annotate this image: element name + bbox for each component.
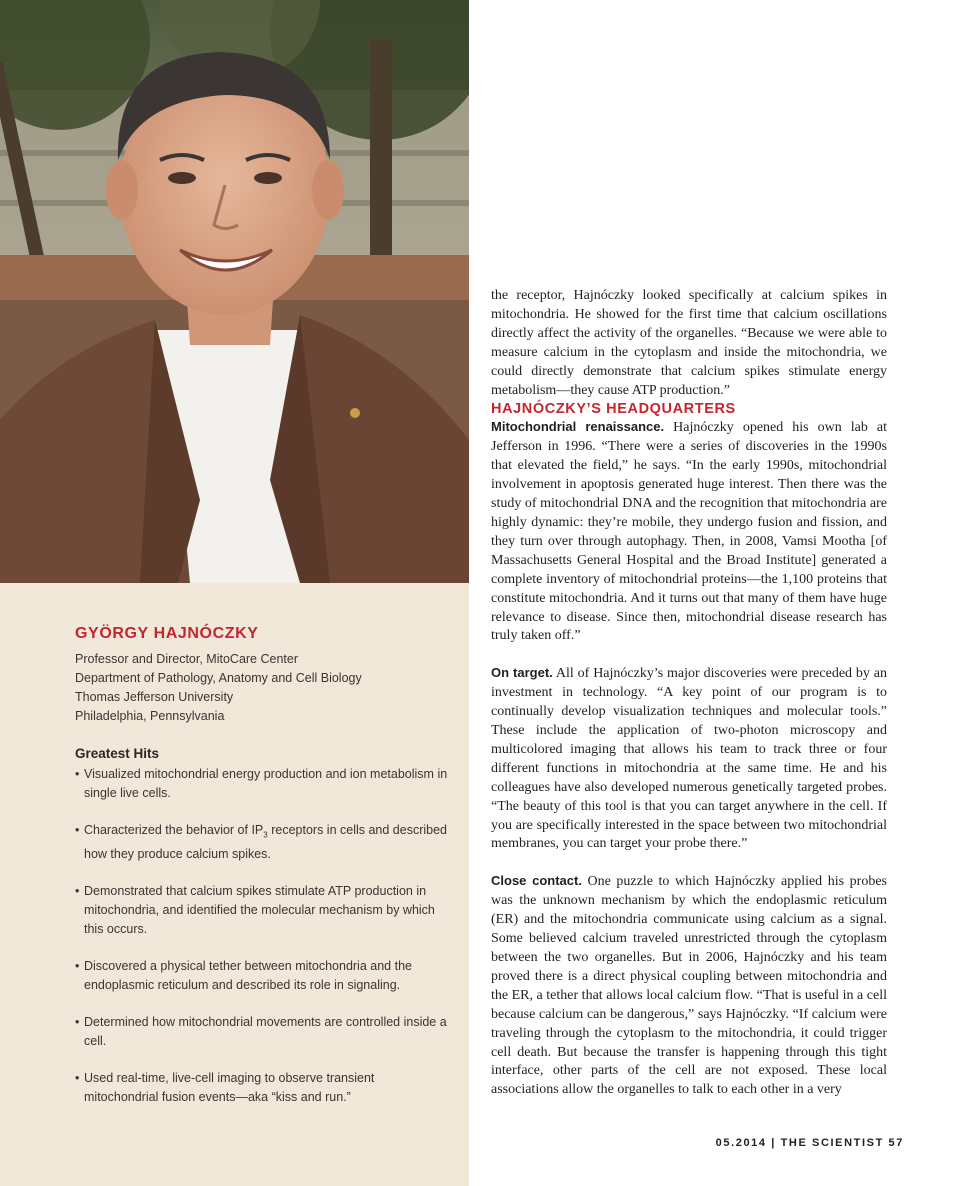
greatest-hits-heading: Greatest Hits — [75, 746, 160, 761]
profile-panel — [0, 0, 469, 1186]
greatest-hit-item: • Determined how mitochondrial movements are controlled inside a cell. — [75, 1013, 449, 1051]
greatest-hits-list — [75, 765, 455, 1107]
article-paragraph — [491, 872, 887, 1100]
paragraph-body: All of Hajnóczky’s major discoveries were preceded by an investment in technology. “A key point of our program is to continually develop visualization techniques and molecular tools.” These include the application of two-photon microscopy and multicolored imaging that allows his team to track three or four different functions in mitochondria at the same time. He and his colleagues have also developed numerous genetically targeted probes. “The beauty of this tool is that you can target anywhere in the cell. If you are specifically interested in the space between two mitochondrial membranes, you can target your probe there.” — [491, 666, 887, 852]
section-heading: HAJNÓCZKY’S HEADQUARTERS — [491, 401, 736, 418]
portrait-photo — [0, 0, 469, 583]
article-intro-paragraph: the receptor, Hajnóczky looked specifically at calcium spikes in mitochondria. He showed for the first time that calcium oscillations directly affect the activity of the organelles. “Because we were able to measure calcium in the cytoplasm and inside the mitochondria, we could directly demonstrate that calcium spikes stimulate energy metabolism—they cause ATP production.” — [491, 288, 887, 398]
article-column — [491, 287, 887, 1100]
greatest-hit-item — [75, 821, 449, 864]
ip3-subscript: 3 — [263, 830, 268, 840]
greatest-hit-item-text: Characterized the behavior of IP — [84, 823, 264, 837]
paragraph-lead: On target. — [491, 665, 553, 681]
greatest-hit-item: • Demonstrated that calcium spikes stimulate ATP production in mitochondria, and identified the molecular mechanism by which this occurs. — [75, 882, 449, 939]
page-folio: 05.2014 | THE SCIENTIST 57 — [715, 1137, 904, 1149]
profile-card — [75, 624, 455, 1125]
greatest-hit-item-text: receptors in cells and described how they produce calcium spikes. — [84, 823, 447, 861]
greatest-hit-item: • Visualized mitochondrial energy production and ion metabolism in single live cells. — [75, 765, 449, 803]
profile-university: Thomas Jefferson University — [75, 690, 234, 704]
profile-department: Department of Pathology, Anatomy and Cell Biology — [75, 671, 362, 685]
greatest-hit-item: • Discovered a physical tether between mitochondria and the endoplasmic reticulum and described its role in signaling. — [75, 957, 449, 995]
paragraph-body: One puzzle to which Hajnóczky applied his probes was the unknown mechanism by which the endoplasmic reticulum (ER) and the mitochondria communicate using calcium as a signal. Some believed calcium traveled unrestricted through the cytoplasm between the two organelles. But in 2006, Hajnóczky and his team proved there is a direct physical coupling between mitochondria and the ER, a tether that allows local calcium flow. “That is useful in a cell because calcium can be dangerous,” says Hajnóczky. “If calcium were traveling through the cytoplasm to the mitochondria, it could trigger cell death. But because the transfer is happening through this tight interface, other parts of the cell are not exposed. These local associations allow the organelles to talk to each other in a very — [491, 874, 887, 1098]
profile-location: Philadelphia, Pennsylvania — [75, 709, 225, 723]
article-paragraph — [491, 664, 887, 854]
profile-name: GYÖRGY HAJNÓCZKY — [75, 625, 259, 642]
profile-title: Professor and Director, MitoCare Center — [75, 652, 299, 666]
greatest-hit-item: • Used real-time, live-cell imaging to observe transient mitochondrial fusion events—aka “kiss and run.” — [75, 1069, 449, 1107]
paragraph-body: Hajnóczky opened his own lab at Jefferson in 1996. “There were a series of discoveries in the 1990s that elevated the field,” he says. “In the early 1990s, mitochondrial involvement in apoptosis generated huge interest. Then there was the study of mitochondrial DNA and the recognition that mitochondria are highly dynamic: they’re mobile, they undergo fusion and fission, and they turn over through autophagy. Then, in 2008, Vamsi Mootha [of Massachusetts General Hospital and the Broad Institute] generated a complete inventory of mitochondrial proteins—the 1,100 proteins that constitute mitochondria. And it turns out that many of them have huge relevance to disease. Since then, mitochondrial disease research has truly taken off.” — [491, 420, 887, 644]
article-paragraph — [491, 418, 887, 646]
paragraph-lead: Mitochondrial renaissance. — [491, 419, 665, 435]
paragraph-lead: Close contact. — [491, 873, 582, 889]
portrait-illustration — [0, 0, 469, 583]
